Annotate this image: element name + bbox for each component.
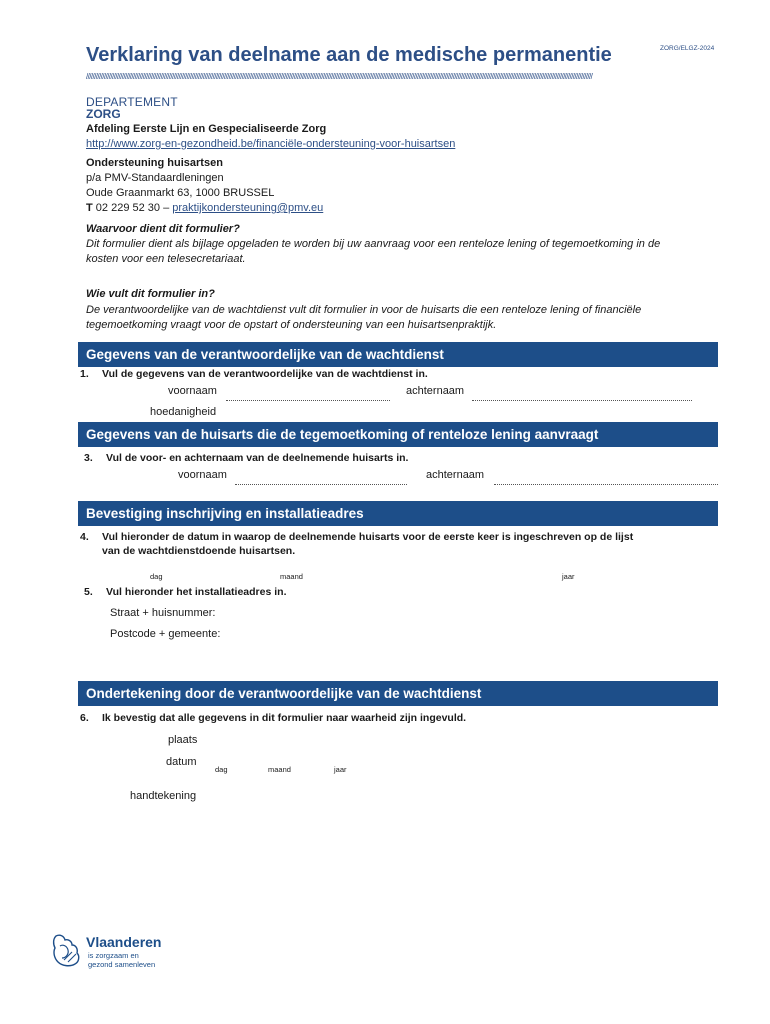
decorative-divider: //////////////////////////////////////////////////////////////////////////////////////////////////////////////////////////////////////////////////////////////////////////////////////////////////////////////////////////////////////////////////////////////////////////////////////////////////////////////////////// <box>86 72 593 81</box>
logo-name: Vlaanderen <box>86 934 162 950</box>
street-label: Straat + huisnummer: <box>110 607 216 619</box>
who-text-line1: De verantwoordelijke van de wachtdienst vult dit formulier in voor de huisarts die een renteloze lening of financiële <box>86 304 642 316</box>
question-3-text: Vul de voor- en achternaam van de deelnemende huisarts in. <box>106 452 409 464</box>
department-url-link[interactable]: http://www.zorg-en-gezondheid.be/financiële-ondersteuning-voor-huisartsen <box>86 138 456 150</box>
form-code: ZORG/ELGZ-2024 <box>660 45 715 52</box>
purpose-text-line1: Dit formulier dient als bijlage opgeladen te worden bij uw aanvraag voor een renteloze lening of tegemoetkoming in de <box>86 238 661 250</box>
gp-last-name-field[interactable] <box>494 484 718 485</box>
contact-name: Ondersteuning huisartsen <box>86 157 223 169</box>
logo-tagline-1: is zorgzaam en <box>88 951 139 960</box>
question-5-number: 5. <box>84 586 93 598</box>
who-heading: Wie vult dit formulier in? <box>86 288 215 300</box>
section-heading-signature: Ondertekening door de verantwoordelijke van de wachtdienst <box>78 681 718 706</box>
place-label: plaats <box>168 734 198 746</box>
registration-month-label: maand <box>280 572 303 581</box>
responsible-capacity-field[interactable] <box>226 420 692 421</box>
contact-address-line2: Oude Graanmarkt 63, 1000 BRUSSEL <box>86 187 275 199</box>
section-heading-responsible: Gegevens van de verantwoordelijke van de wachtdienst <box>78 342 718 367</box>
date-label: datum <box>166 756 197 768</box>
signature-year-label: jaar <box>334 765 347 774</box>
responsible-last-name-field[interactable] <box>472 400 692 401</box>
responsible-last-name-label: achternaam <box>406 385 465 397</box>
department-logo-line2: ZORG <box>86 107 121 121</box>
signature-month-label: maand <box>268 765 291 774</box>
responsible-first-name-label: voornaam <box>168 385 217 397</box>
logo-tagline-2: gezond samenleven <box>88 960 156 969</box>
question-6-text: Ik bevestig dat alle gegevens in dit formulier naar waarheid zijn ingevuld. <box>102 712 467 724</box>
question-4-text-line1: Vul hieronder de datum in waarop de deelnemende huisarts voor de eerste keer is ingeschreven op de lijst <box>102 531 634 543</box>
email-link[interactable]: praktijkondersteuning@pmv.eu <box>172 202 324 214</box>
contact-phone-line <box>86 202 323 214</box>
signature-label: handtekening <box>130 790 197 802</box>
question-6-number: 6. <box>80 712 89 724</box>
question-4-number: 4. <box>80 531 89 543</box>
question-1-number: 1. <box>80 368 89 380</box>
registration-day-label: dag <box>150 572 163 581</box>
page-title: Verklaring van deelname aan de medische permanentie <box>86 44 612 66</box>
signature-day-label: dag <box>215 765 228 774</box>
section-heading-gp: Gegevens van de huisarts die de tegemoetkoming of renteloze lening aanvraagt <box>78 422 718 447</box>
question-1-text: Vul de gegevens van de verantwoordelijke van de wachtdienst in. <box>102 368 428 380</box>
phone-prefix: T <box>86 202 93 214</box>
responsible-first-name-field[interactable] <box>226 400 390 401</box>
division-name: Afdeling Eerste Lijn en Gespecialiseerde Zorg <box>86 123 327 135</box>
gp-first-name-field[interactable] <box>235 484 407 485</box>
contact-address-line1: p/a PMV-Standaardleningen <box>86 172 224 184</box>
phone-number: 02 229 52 30 – <box>95 202 170 214</box>
gp-last-name-label: achternaam <box>426 469 485 481</box>
section-heading-registration: Bevestiging inschrijving en installatieadres <box>78 501 718 526</box>
lion-icon <box>50 932 82 968</box>
purpose-heading: Waarvoor dient dit formulier? <box>86 223 240 235</box>
registration-year-label: jaar <box>562 572 575 581</box>
gp-first-name-label: voornaam <box>178 469 227 481</box>
postcode-label: Postcode + gemeente: <box>110 628 221 640</box>
department-logo-line1: DEPARTEMENT <box>86 95 178 109</box>
question-3-number: 3. <box>84 452 93 464</box>
who-text-line2: tegemoetkoming vraagt voor de opstart of ondersteuning van een huisartsenpraktijk. <box>86 319 497 331</box>
responsible-capacity-label: hoedanigheid <box>150 406 217 418</box>
question-5-text: Vul hieronder het installatieadres in. <box>106 586 287 598</box>
purpose-text-line2: kosten voor een telesecretariaat. <box>86 253 246 265</box>
question-4-text-line2: van de wachtdienstdoende huisartsen. <box>102 545 296 557</box>
